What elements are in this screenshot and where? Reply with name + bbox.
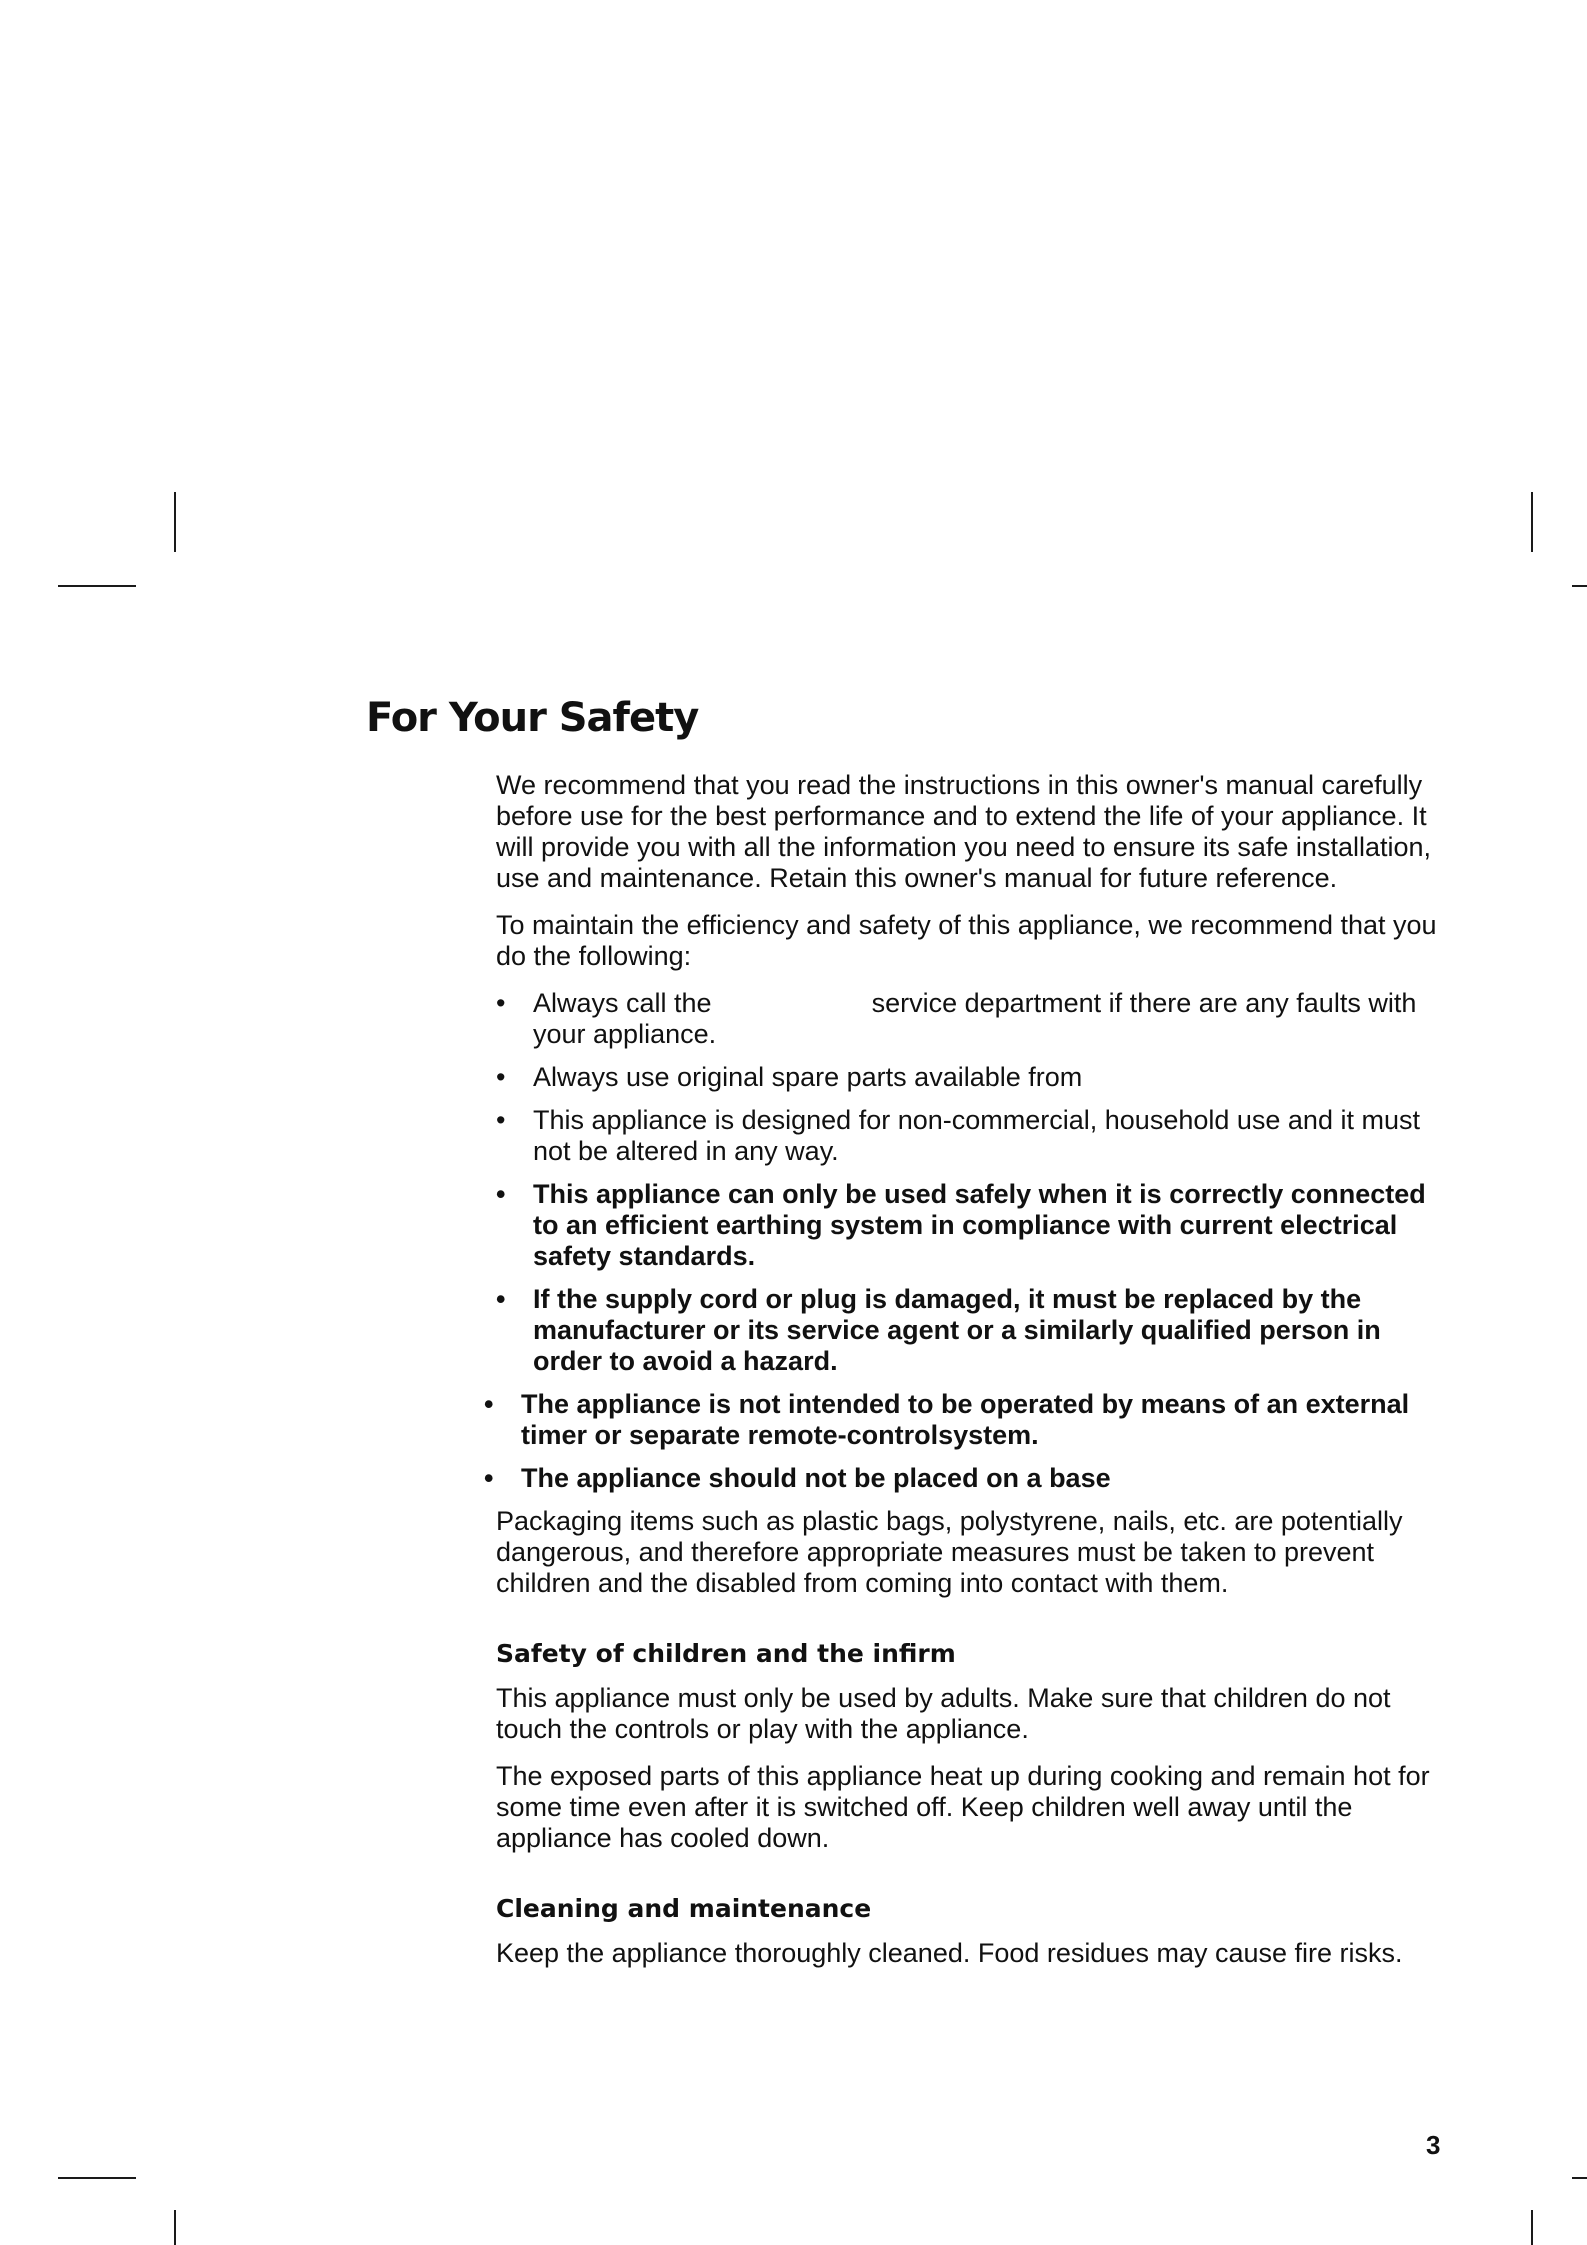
bullet-text: The appliance should not be placed on a base: [521, 1463, 1111, 1493]
list-item: [496, 1179, 1456, 1272]
cleaning-heading: Cleaning and maintenance: [496, 1894, 872, 1923]
safety-bullet-list: [484, 988, 1456, 1494]
bullet-icon: •: [496, 1284, 506, 1314]
crop-mark-bottom-left-vertical: [174, 2210, 176, 2245]
crop-mark-top-right-vertical: [1531, 492, 1533, 552]
bullet-text-after: service department if there are any faults with your appliance.: [533, 988, 1417, 1049]
crop-mark-top-left-vertical: [174, 492, 176, 552]
exposed-parts-paragraph: The exposed parts of this appliance heat up during cooking and remain hot for some time even after it is switched off. Keep children well away until the appliance has cooled down.: [496, 1761, 1430, 1853]
crop-mark-bottom-right-vertical: [1531, 2210, 1533, 2245]
crop-mark-bottom-left-horizontal: [58, 2177, 136, 2179]
intro-paragraph: We recommend that you read the instructions in this owner's manual carefully before use for the best performance and to extend the life of your appliance. It will provide you with all the information you need to ensure its safe installation, use and maintenance. Retain this owner's manual for future reference.: [496, 770, 1432, 893]
bullet-icon: •: [496, 1179, 506, 1209]
list-item: [484, 1389, 1456, 1451]
list-item: [496, 1105, 1456, 1167]
children-paragraph: This appliance must only be used by adults. Make sure that children do not touch the controls or play with the appliance.: [496, 1683, 1391, 1744]
bullet-text: Always use original spare parts available from: [533, 1062, 1083, 1092]
bullet-icon: •: [496, 988, 506, 1018]
children-heading: Safety of children and the infirm: [496, 1639, 956, 1668]
safety-content: [484, 770, 1456, 1985]
bullet-text: This appliance can only be used safely when it is correctly connected to an efficient earthing system in compliance with current electrical safety standards.: [533, 1179, 1426, 1271]
bullet-text: If the supply cord or plug is damaged, it must be replaced by the manufacturer or its service agent or a similarly qualified person in order to avoid a hazard.: [533, 1284, 1381, 1376]
crop-mark-top-left-horizontal: [58, 585, 136, 587]
bullet-icon: •: [496, 1105, 506, 1135]
bullet-icon: •: [484, 1389, 494, 1419]
list-item: [496, 1062, 1456, 1093]
bullet-text: This appliance is designed for non-commercial, household use and it must not be altered in any way.: [533, 1105, 1420, 1166]
page-number: 3: [1426, 2130, 1441, 2160]
packaging-paragraph: Packaging items such as plastic bags, polystyrene, nails, etc. are potentially dangerous, and therefore appropriate measures must be taken to prevent children and the disabled from coming into contact with them.: [496, 1506, 1403, 1598]
bullet-icon: •: [484, 1463, 494, 1493]
bullet-text-before: Always call the: [533, 988, 712, 1018]
crop-mark-top-right-horizontal: [1572, 585, 1587, 587]
list-item: [484, 1463, 1456, 1494]
bullet-icon: •: [496, 1062, 506, 1092]
page-title: For Your Safety: [366, 695, 699, 741]
bullet-text: The appliance is not intended to be operated by means of an external timer or separate remote-controlsystem.: [521, 1389, 1410, 1450]
list-item: [496, 1284, 1456, 1377]
list-item: [496, 988, 1456, 1050]
cleaning-paragraph: Keep the appliance thoroughly cleaned. Food residues may cause fire risks.: [496, 1938, 1403, 1968]
recommendation-paragraph: To maintain the efficiency and safety of this appliance, we recommend that you do the following:: [496, 910, 1437, 971]
crop-mark-bottom-right-horizontal: [1572, 2177, 1587, 2179]
